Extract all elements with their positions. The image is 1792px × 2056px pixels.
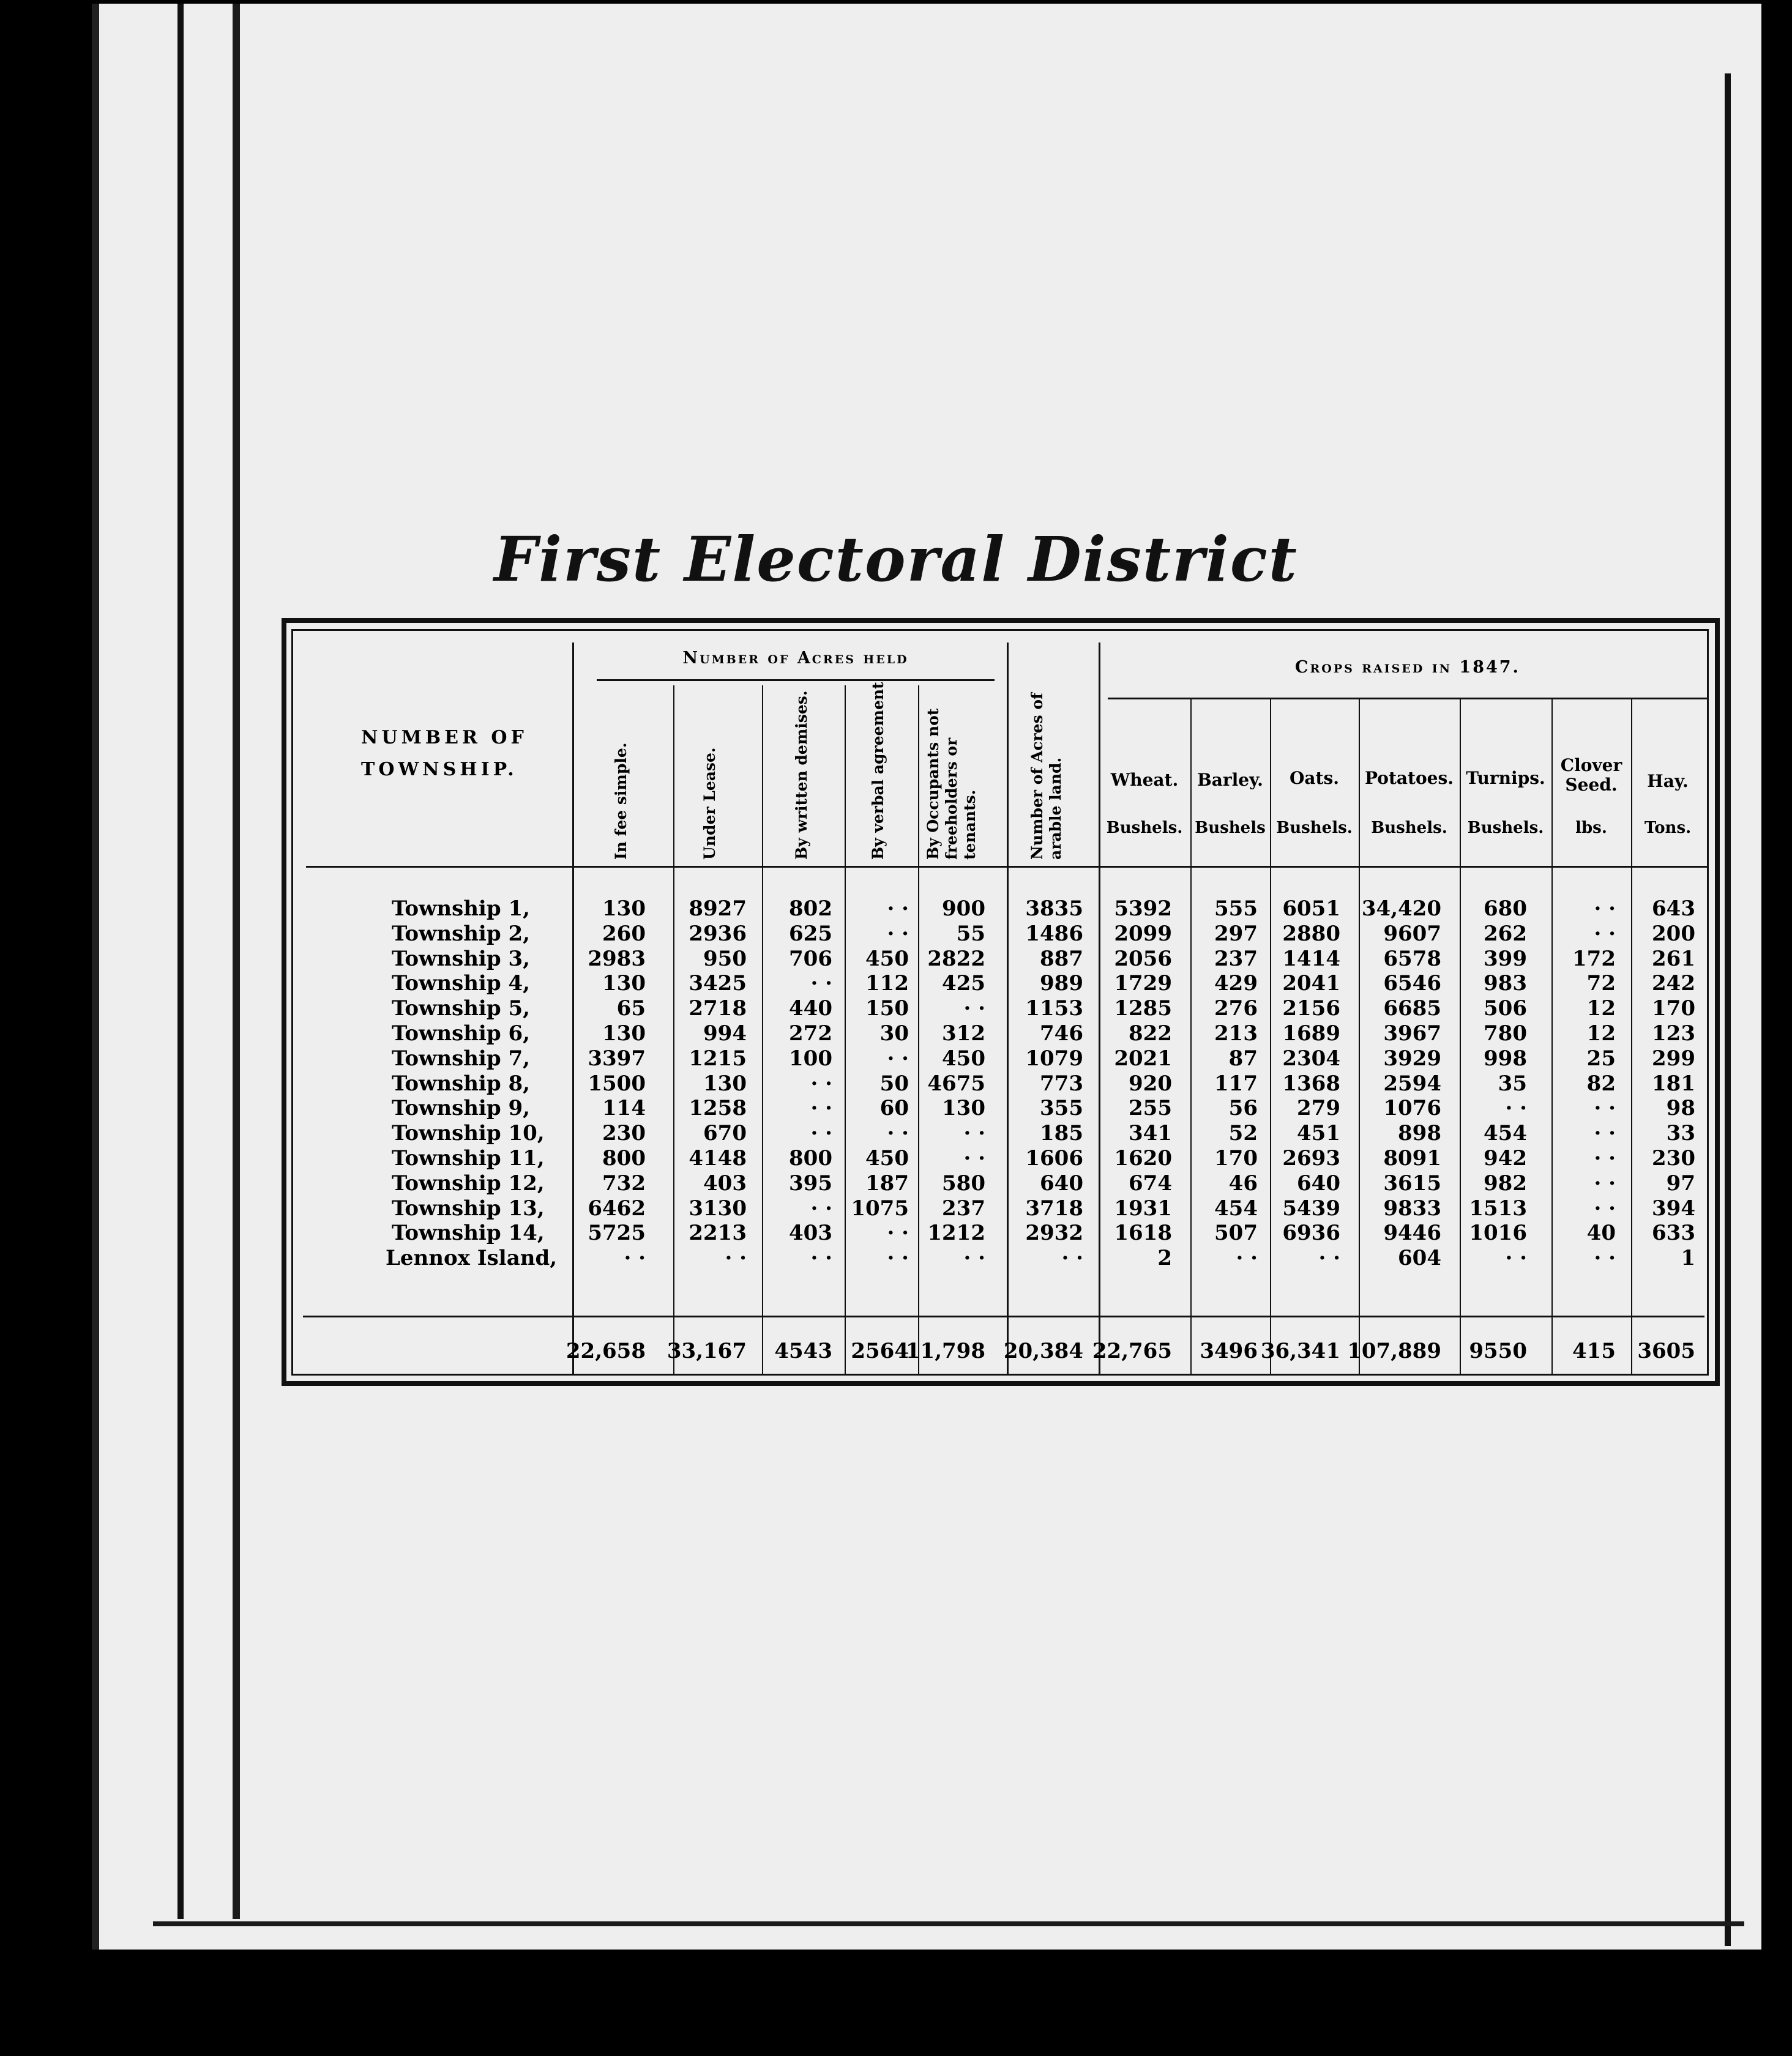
page-edge bbox=[177, 4, 184, 1919]
table-cell: 181 bbox=[1652, 1071, 1695, 1096]
table-cell: 2099 bbox=[1114, 922, 1172, 946]
table-cell: · · bbox=[1318, 1246, 1340, 1270]
table-cell: 3967 bbox=[1383, 1021, 1441, 1046]
table-cell: · · bbox=[1594, 1146, 1616, 1171]
crop-header-barley: Barley. bbox=[1197, 770, 1263, 790]
col-header-occupants-text: By Occupants not freeholders or tenants. bbox=[924, 708, 979, 860]
table-cell: 643 bbox=[1652, 896, 1695, 921]
table-cell: 394 bbox=[1652, 1196, 1695, 1221]
table-cell: 237 bbox=[942, 1196, 985, 1221]
table-cell: 272 bbox=[789, 1021, 832, 1046]
crop-unit: Bushels. bbox=[1106, 819, 1183, 837]
table-cell: · · bbox=[887, 896, 909, 921]
total-cell: 20,384 bbox=[1003, 1339, 1083, 1363]
row-label: Township 3, bbox=[392, 947, 530, 971]
table-cell: · · bbox=[1505, 1096, 1527, 1120]
table-cell: 399 bbox=[1484, 947, 1527, 971]
table-cell: · · bbox=[810, 1071, 832, 1096]
table-cell: 130 bbox=[602, 971, 646, 996]
table-cell: · · bbox=[963, 1121, 985, 1145]
table-cell: 440 bbox=[789, 996, 832, 1021]
page-edge bbox=[233, 4, 240, 1919]
table-cell: 1258 bbox=[689, 1096, 747, 1120]
row-label: Township 10, bbox=[392, 1121, 545, 1145]
table-cell: 2822 bbox=[927, 947, 985, 971]
table-cell: 117 bbox=[1214, 1071, 1258, 1096]
table-cell: 12 bbox=[1586, 996, 1616, 1021]
table-cell: 114 bbox=[602, 1096, 646, 1120]
table-cell: 640 bbox=[1297, 1171, 1340, 1196]
table-cell: 2304 bbox=[1282, 1046, 1340, 1071]
table-cell: 341 bbox=[1129, 1121, 1172, 1145]
table-cell: 72 bbox=[1586, 971, 1616, 996]
col-header-under-lease: Under Lease. bbox=[701, 747, 719, 860]
table-cell: · · bbox=[887, 922, 909, 946]
table-cell: 580 bbox=[942, 1171, 985, 1196]
table-cell: 187 bbox=[865, 1171, 909, 1196]
table-cell: 800 bbox=[789, 1146, 832, 1171]
crop-header-wheat: Wheat. bbox=[1110, 770, 1179, 790]
table-cell: 1513 bbox=[1469, 1196, 1527, 1221]
table-cell: 8091 bbox=[1383, 1146, 1441, 1171]
row-label: Township 7, bbox=[392, 1046, 530, 1071]
table-cell: 450 bbox=[865, 1146, 909, 1171]
table-cell: 507 bbox=[1214, 1221, 1258, 1245]
table-cell: 6546 bbox=[1383, 971, 1441, 996]
header-rule bbox=[306, 866, 1708, 868]
table-cell: 112 bbox=[865, 971, 909, 996]
table-cell: 170 bbox=[1652, 996, 1695, 1021]
total-cell: 11,798 bbox=[905, 1339, 985, 1363]
table-cell: 82 bbox=[1586, 1071, 1616, 1096]
total-cell: 9550 bbox=[1469, 1339, 1527, 1363]
table-cell: · · bbox=[887, 1221, 909, 1245]
row-label: Township 9, bbox=[392, 1096, 530, 1120]
table-cell: 297 bbox=[1214, 922, 1258, 946]
table-cell: 2932 bbox=[1025, 1221, 1083, 1245]
group-rule bbox=[1108, 698, 1708, 699]
total-cell: 22,765 bbox=[1092, 1339, 1172, 1363]
table-cell: 1285 bbox=[1114, 996, 1172, 1021]
row-label: Township 12, bbox=[392, 1171, 545, 1196]
table-cell: 802 bbox=[789, 896, 832, 921]
table-cell: 9446 bbox=[1383, 1221, 1441, 1245]
row-label: Township 14, bbox=[392, 1221, 545, 1245]
table-cell: 9833 bbox=[1383, 1196, 1441, 1221]
table-cell: 429 bbox=[1214, 971, 1258, 996]
table-cell: 706 bbox=[789, 947, 832, 971]
table-cell: 942 bbox=[1484, 1146, 1527, 1171]
table-cell: 898 bbox=[1398, 1121, 1441, 1145]
table-cell: 242 bbox=[1652, 971, 1695, 996]
table-cell: 1931 bbox=[1114, 1196, 1172, 1221]
table-cell: 260 bbox=[602, 922, 646, 946]
table-cell: 425 bbox=[942, 971, 985, 996]
table-cell: 640 bbox=[1040, 1171, 1083, 1196]
row-label: Township 13, bbox=[392, 1196, 545, 1221]
col-header-arable-land bbox=[1028, 688, 1065, 860]
table-cell: 200 bbox=[1652, 922, 1695, 946]
table-cell: · · bbox=[1505, 1246, 1527, 1270]
col-header-occupants bbox=[924, 688, 979, 860]
table-cell: 450 bbox=[865, 947, 909, 971]
table-cell: 98 bbox=[1666, 1096, 1695, 1120]
table-cell: · · bbox=[887, 1121, 909, 1145]
table-cell: 900 bbox=[942, 896, 985, 921]
table-cell: 555 bbox=[1214, 896, 1258, 921]
group-rule bbox=[597, 679, 995, 681]
total-cell: 4543 bbox=[774, 1339, 832, 1363]
totals-rule bbox=[303, 1316, 1704, 1317]
table-cell: · · bbox=[1594, 1096, 1616, 1120]
table-cell: 887 bbox=[1040, 947, 1083, 971]
table-cell: 989 bbox=[1040, 971, 1083, 996]
crop-unit: lbs. bbox=[1575, 819, 1607, 837]
table-cell: 100 bbox=[789, 1046, 832, 1071]
total-cell: 415 bbox=[1572, 1339, 1616, 1363]
table-cell: 130 bbox=[602, 1021, 646, 1046]
crop-header-potatoes: Potatoes. bbox=[1365, 768, 1454, 788]
table-cell: 279 bbox=[1297, 1096, 1340, 1120]
table-cell: 6462 bbox=[588, 1196, 646, 1221]
table-cell: 1620 bbox=[1114, 1146, 1172, 1171]
table-cell: 355 bbox=[1040, 1096, 1083, 1120]
row-header bbox=[361, 722, 528, 786]
table-cell: 773 bbox=[1040, 1071, 1083, 1096]
table-cell: 994 bbox=[703, 1021, 747, 1046]
table-cell: 2021 bbox=[1114, 1046, 1172, 1071]
table-cell: · · bbox=[1594, 1121, 1616, 1145]
crop-unit: Bushels bbox=[1195, 819, 1266, 837]
table-cell: 130 bbox=[703, 1071, 747, 1096]
table-cell: 732 bbox=[602, 1171, 646, 1196]
table-cell: 674 bbox=[1129, 1171, 1172, 1196]
table-cell: 6936 bbox=[1282, 1221, 1340, 1245]
table-cell: 403 bbox=[703, 1171, 747, 1196]
total-cell: 2564 bbox=[851, 1339, 909, 1363]
table-cell: 2156 bbox=[1282, 996, 1340, 1021]
table-cell: 6685 bbox=[1383, 996, 1441, 1021]
table-cell: 2 bbox=[1157, 1246, 1172, 1270]
total-cell: 22,658 bbox=[566, 1339, 646, 1363]
table-cell: 800 bbox=[602, 1146, 646, 1171]
table-cell: · · bbox=[1236, 1246, 1258, 1270]
table-cell: 1079 bbox=[1025, 1046, 1083, 1071]
table-cell: 1486 bbox=[1025, 922, 1083, 946]
table-cell: · · bbox=[725, 1246, 747, 1270]
table-cell: 506 bbox=[1484, 996, 1527, 1021]
table-cell: 130 bbox=[602, 896, 646, 921]
table-cell: 1689 bbox=[1282, 1021, 1340, 1046]
table-cell: 454 bbox=[1484, 1121, 1527, 1145]
table-cell: 395 bbox=[789, 1171, 832, 1196]
total-cell: 107,889 bbox=[1347, 1339, 1441, 1363]
table-cell: 3130 bbox=[689, 1196, 747, 1221]
crop-header-oats: Oats. bbox=[1290, 768, 1339, 788]
table-cell: 2594 bbox=[1383, 1071, 1441, 1096]
table-cell: 5725 bbox=[588, 1221, 646, 1245]
table-cell: 1075 bbox=[851, 1196, 909, 1221]
table-cell: 3615 bbox=[1383, 1171, 1441, 1196]
table-cell: 8927 bbox=[689, 896, 747, 921]
table-cell: 403 bbox=[789, 1221, 832, 1245]
table-cell: 450 bbox=[942, 1046, 985, 1071]
crop-unit: Bushels. bbox=[1371, 819, 1447, 837]
total-cell: 36,341 bbox=[1260, 1339, 1340, 1363]
table-cell: · · bbox=[810, 1121, 832, 1145]
row-header-line: TOWNSHIP. bbox=[361, 759, 518, 780]
table-cell: 30 bbox=[879, 1021, 909, 1046]
table-cell: 170 bbox=[1214, 1146, 1258, 1171]
crop-unit: Bushels. bbox=[1467, 819, 1544, 837]
row-label: Township 4, bbox=[392, 971, 530, 996]
table-cell: 3929 bbox=[1383, 1046, 1441, 1071]
table-cell: 262 bbox=[1484, 922, 1527, 946]
table-cell: 230 bbox=[602, 1121, 646, 1145]
table-cell: 3397 bbox=[588, 1046, 646, 1071]
table-cell: 1500 bbox=[588, 1071, 646, 1096]
table-cell: 1 bbox=[1681, 1246, 1695, 1270]
table-cell: 213 bbox=[1214, 1021, 1258, 1046]
table-cell: 25 bbox=[1586, 1046, 1616, 1071]
table-cell: 185 bbox=[1040, 1121, 1083, 1145]
total-cell: 33,167 bbox=[666, 1339, 747, 1363]
col-header-verbal-agreement: By verbal agreement bbox=[869, 682, 887, 860]
table-cell: 87 bbox=[1228, 1046, 1258, 1071]
table-cell: · · bbox=[810, 1196, 832, 1221]
table-cell: 604 bbox=[1398, 1246, 1441, 1270]
table-cell: · · bbox=[1594, 1171, 1616, 1196]
table-cell: · · bbox=[624, 1246, 646, 1270]
table-cell: 50 bbox=[879, 1071, 909, 1096]
table-cell: 261 bbox=[1652, 947, 1695, 971]
table-cell: 35 bbox=[1498, 1071, 1527, 1096]
table-cell: 950 bbox=[703, 947, 747, 971]
table-cell: 237 bbox=[1214, 947, 1258, 971]
table-cell: 3425 bbox=[689, 971, 747, 996]
table-cell: 1606 bbox=[1025, 1146, 1083, 1171]
table-cell: 46 bbox=[1228, 1171, 1258, 1196]
table-cell: 33 bbox=[1666, 1121, 1695, 1145]
table-cell: 5392 bbox=[1114, 896, 1172, 921]
table-cell: 1414 bbox=[1282, 947, 1340, 971]
col-header-fee-simple: In fee simple. bbox=[612, 742, 630, 860]
crop-unit: Bushels. bbox=[1276, 819, 1353, 837]
table-cell: 680 bbox=[1484, 896, 1527, 921]
table-cell: 2213 bbox=[689, 1221, 747, 1245]
table-cell: 230 bbox=[1652, 1146, 1695, 1171]
table-cell: · · bbox=[810, 1246, 832, 1270]
table-cell: 625 bbox=[789, 922, 832, 946]
table-cell: 172 bbox=[1572, 947, 1616, 971]
page-title: First Electoral District bbox=[494, 523, 1298, 595]
table-cell: 454 bbox=[1214, 1196, 1258, 1221]
table-cell: 60 bbox=[879, 1096, 909, 1120]
table-cell: 52 bbox=[1228, 1121, 1258, 1145]
table-cell: 40 bbox=[1586, 1221, 1616, 1245]
table-cell: 982 bbox=[1484, 1171, 1527, 1196]
table-cell: 97 bbox=[1666, 1171, 1695, 1196]
crop-header-turnips: Turnips. bbox=[1466, 768, 1545, 788]
acres-group-header: Number of Acres held bbox=[682, 649, 909, 668]
table-cell: 2041 bbox=[1282, 971, 1340, 996]
table-cell: 2056 bbox=[1114, 947, 1172, 971]
table-cell: 6051 bbox=[1282, 896, 1340, 921]
crop-unit: Tons. bbox=[1644, 819, 1692, 837]
crop-header-hay: Hay. bbox=[1647, 771, 1689, 791]
crop-header-clover-seed: Clover Seed. bbox=[1560, 755, 1622, 795]
table-cell: · · bbox=[1061, 1246, 1083, 1270]
table-cell: 1076 bbox=[1383, 1096, 1441, 1120]
table-cell: 633 bbox=[1652, 1221, 1695, 1245]
table-cell: 12 bbox=[1586, 1021, 1616, 1046]
table-cell: 150 bbox=[865, 996, 909, 1021]
table-cell: · · bbox=[1594, 1196, 1616, 1221]
table-cell: 9607 bbox=[1383, 922, 1441, 946]
row-label: Township 6, bbox=[392, 1021, 530, 1046]
table-cell: 130 bbox=[942, 1096, 985, 1120]
table-cell: 1153 bbox=[1025, 996, 1083, 1021]
table-cell: 255 bbox=[1129, 1096, 1172, 1120]
page-edge bbox=[1725, 73, 1731, 1946]
table-cell: 1618 bbox=[1114, 1221, 1172, 1245]
table-cell: · · bbox=[810, 1096, 832, 1120]
table-cell: 4148 bbox=[689, 1146, 747, 1171]
table-cell: 56 bbox=[1228, 1096, 1258, 1120]
table-cell: 1368 bbox=[1282, 1071, 1340, 1096]
table-cell: · · bbox=[1594, 896, 1616, 921]
table-cell: 276 bbox=[1214, 996, 1258, 1021]
table-cell: 4675 bbox=[927, 1071, 985, 1096]
table-cell: 299 bbox=[1652, 1046, 1695, 1071]
total-cell: 3496 bbox=[1200, 1339, 1258, 1363]
table-cell: 670 bbox=[703, 1121, 747, 1145]
table-cell: · · bbox=[1594, 922, 1616, 946]
table-cell: · · bbox=[810, 971, 832, 996]
col-header-written-demises: By written demises. bbox=[793, 690, 810, 860]
table-cell: 1016 bbox=[1469, 1221, 1527, 1245]
table-cell: · · bbox=[887, 1246, 909, 1270]
table-cell: 746 bbox=[1040, 1021, 1083, 1046]
row-label: Township 11, bbox=[392, 1146, 545, 1171]
crops-group-header: Crops raised in 1847. bbox=[1295, 658, 1520, 677]
table-cell: 2936 bbox=[689, 922, 747, 946]
table-cell: 34,420 bbox=[1361, 896, 1441, 921]
total-cell: 3605 bbox=[1637, 1339, 1695, 1363]
table-cell: 1212 bbox=[927, 1221, 985, 1245]
col-header-arable-text: Number of Acres of arable land. bbox=[1028, 693, 1064, 860]
table-cell: 2693 bbox=[1282, 1146, 1340, 1171]
table-cell: 780 bbox=[1484, 1021, 1527, 1046]
page-edge bbox=[153, 1921, 1744, 1926]
table-cell: · · bbox=[963, 1246, 985, 1270]
table-cell: · · bbox=[887, 1046, 909, 1071]
table-cell: 65 bbox=[616, 996, 646, 1021]
table-cell: 920 bbox=[1129, 1071, 1172, 1096]
row-header-line: NUMBER OF bbox=[361, 727, 528, 748]
table-cell: 983 bbox=[1484, 971, 1527, 996]
table-cell: 6578 bbox=[1383, 947, 1441, 971]
table-cell: 123 bbox=[1652, 1021, 1695, 1046]
table-cell: 2983 bbox=[588, 947, 646, 971]
row-label: Township 1, bbox=[392, 896, 530, 921]
table-cell: 1729 bbox=[1114, 971, 1172, 996]
row-label: Township 5, bbox=[392, 996, 530, 1021]
table-cell: 2880 bbox=[1282, 922, 1340, 946]
table-cell: · · bbox=[963, 1146, 985, 1171]
row-label: Lennox Island, bbox=[386, 1246, 558, 1270]
table-cell: 998 bbox=[1484, 1046, 1527, 1071]
table-cell: 5439 bbox=[1282, 1196, 1340, 1221]
table-cell: 1215 bbox=[689, 1046, 747, 1071]
table-cell: 312 bbox=[942, 1021, 985, 1046]
table-cell: 3835 bbox=[1025, 896, 1083, 921]
table-cell: · · bbox=[963, 996, 985, 1021]
table-cell: 3718 bbox=[1025, 1196, 1083, 1221]
row-label: Township 2, bbox=[392, 922, 530, 946]
table-cell: 822 bbox=[1129, 1021, 1172, 1046]
table-cell: 55 bbox=[956, 922, 985, 946]
table-cell: · · bbox=[1594, 1246, 1616, 1270]
table-cell: 2718 bbox=[689, 996, 747, 1021]
table-cell: 451 bbox=[1297, 1121, 1340, 1145]
row-label: Township 8, bbox=[392, 1071, 530, 1096]
